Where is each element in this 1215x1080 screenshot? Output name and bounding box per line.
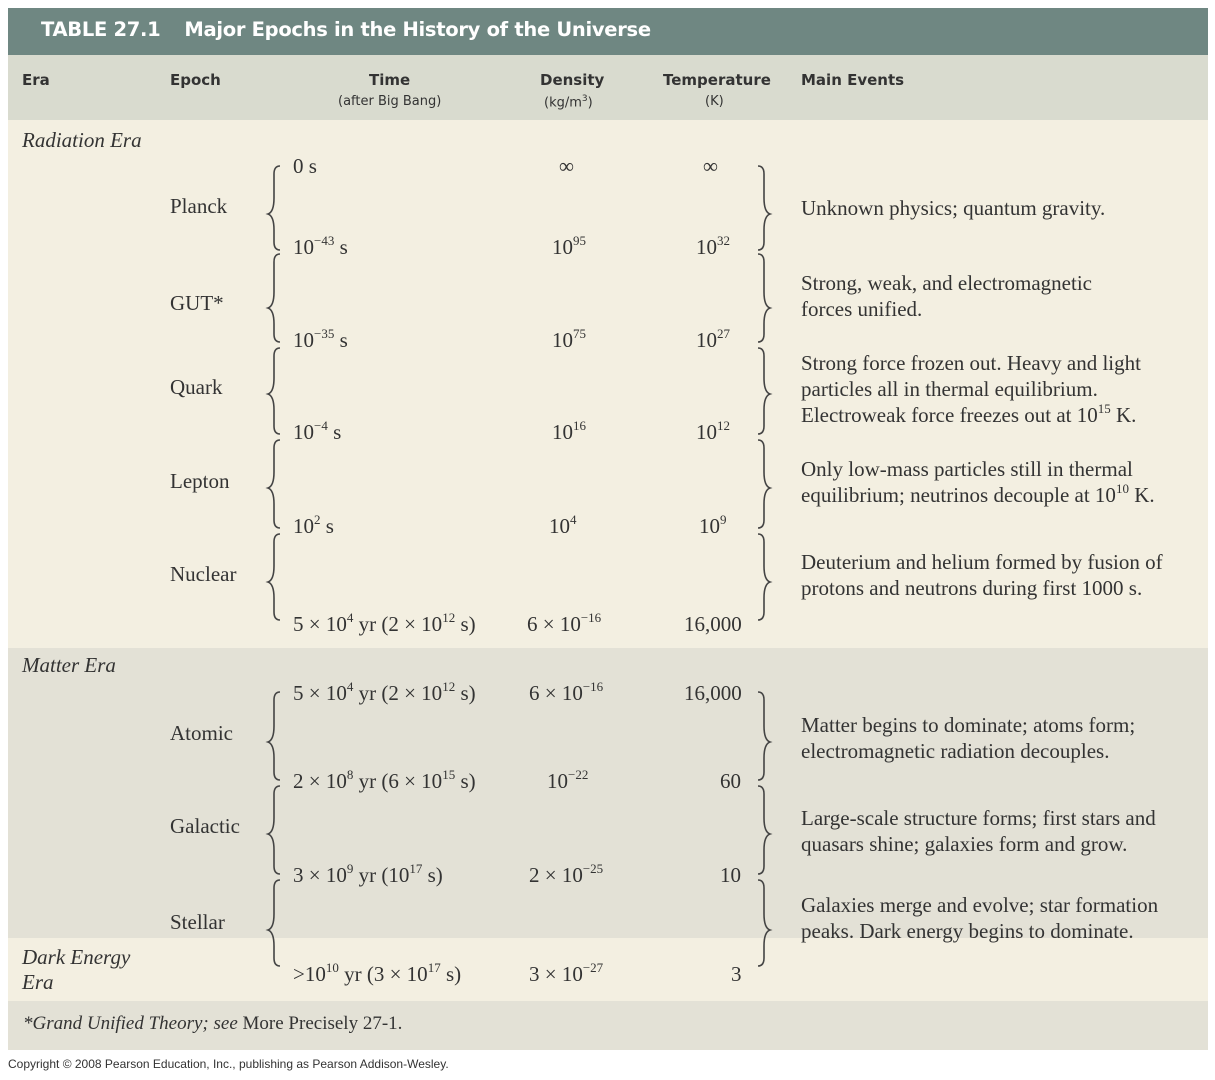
epoch-galactic: Galactic: [170, 814, 240, 838]
header-density: Density: [540, 71, 605, 89]
time-r9: $>10^{10}$ yr ($3 \times 10^{17}$ s): [293, 960, 462, 986]
event-quark: Strong force frozen out. Heavy and light particles all in thermal equilibrium. Electroweak force freezes out at $10^{15}$ K.: [801, 351, 1141, 427]
right-braces: [754, 158, 774, 1018]
dark-energy-era-band: [8, 938, 1208, 1001]
event-stellar: Galaxies merge and evolve; star formation peaks. Dark energy begins to dominate.: [801, 893, 1159, 943]
time-r4: $10^2$ s: [293, 512, 334, 538]
density-r3: $10^{16}$: [552, 418, 586, 444]
temp-r3: $10^{12}$: [696, 418, 730, 444]
table-title: [41, 18, 651, 41]
temp-r5: 16,000: [684, 612, 742, 636]
table-title-text: Major Epochs in the History of the Universe: [184, 18, 651, 41]
time-r7: $2 \times 10^8$ yr ($6 \times 10^{15}$ s): [293, 767, 476, 793]
time-r2: $10^{-35}$ s: [293, 326, 348, 352]
epoch-stellar: Stellar: [170, 910, 225, 934]
epoch-nuclear: Nuclear: [170, 562, 237, 586]
header-density-sub: $(kg/m^3)$: [544, 94, 593, 111]
era-dark-energy: Dark Energy Era: [22, 945, 131, 994]
event-galactic: Large-scale structure forms; first stars and quasars shine; galaxies form and grow.: [801, 806, 1156, 856]
temp-r1: $10^{32}$: [696, 233, 730, 259]
temp-r9: 3: [731, 962, 742, 986]
density-r5: $6 \times 10^{-16}$: [527, 610, 602, 636]
header-epoch: Epoch: [170, 71, 221, 89]
table-title-bar: [8, 8, 1208, 55]
header-time-sub: (after Big Bang): [338, 94, 442, 109]
header-era: Era: [22, 71, 50, 89]
time-r6: $5 \times 10^4$ yr ($2 \times 10^{12}$ s): [293, 679, 476, 705]
time-r3: $10^{-4}$ s: [293, 418, 342, 444]
temp-r4: $10^9$: [699, 512, 727, 538]
time-r5: $5 \times 10^4$ yr ($2 \times 10^{12}$ s): [293, 610, 476, 636]
event-gut: Strong, weak, and electromagnetic forces unified.: [801, 271, 1092, 321]
temp-r7: 60: [720, 769, 741, 793]
temp-r6: 16,000: [684, 681, 742, 705]
table-header: [8, 55, 1208, 120]
temp-r8: 10: [720, 863, 741, 887]
time-r1: $10^{-43}$ s: [293, 233, 348, 259]
density-r0: ∞: [559, 154, 574, 178]
temp-r0: ∞: [703, 154, 718, 178]
era-matter: Matter Era: [22, 653, 116, 677]
density-r2: $10^{75}$: [552, 326, 586, 352]
header-temperature: Temperature: [663, 71, 771, 89]
left-braces: [264, 158, 284, 1018]
density-r4: $10^4$: [549, 512, 577, 538]
epoch-planck: Planck: [170, 194, 228, 218]
era-radiation: Radiation Era: [22, 128, 142, 152]
time-r0: 0 s: [293, 154, 317, 178]
header-temperature-sub: (K): [705, 94, 724, 109]
event-lepton: Only low-mass particles still in thermal equilibrium; neutrinos decouple at $10^{10}$ K.: [801, 457, 1155, 507]
table-number: TABLE 27.1: [41, 18, 161, 41]
density-r6: $6 \times 10^{-16}$: [529, 679, 604, 705]
density-r1: $10^{95}$: [552, 233, 586, 259]
time-r8: $3 \times 10^9$ yr ($10^{17}$ s): [293, 861, 443, 887]
epoch-quark: Quark: [170, 375, 223, 399]
density-r8: $2 \times 10^{-25}$: [529, 861, 604, 887]
footnote: *Grand Unified Theory; see More Precisely 27-1.: [23, 1013, 403, 1034]
epoch-atomic: Atomic: [170, 721, 233, 745]
temp-r2: $10^{27}$: [696, 326, 730, 352]
density-r9: $3 \times 10^{-27}$: [529, 960, 604, 986]
epoch-lepton: Lepton: [170, 469, 230, 493]
epoch-gut: GUT*: [170, 291, 224, 315]
event-atomic: Matter begins to dominate; atoms form; electromagnetic radiation decouples.: [801, 713, 1136, 763]
epochs-table: [8, 8, 1208, 1050]
event-planck: Unknown physics; quantum gravity.: [801, 196, 1106, 220]
copyright: Copyright © 2008 Pearson Education, Inc., publishing as Pearson Addison-Wesley.: [8, 1057, 449, 1071]
density-r7: $10^{-22}$: [547, 767, 589, 793]
event-nuclear: Deuterium and helium formed by fusion of protons and neutrons during first 1000 s.: [801, 550, 1163, 600]
header-main-events: Main Events: [801, 71, 905, 89]
header-time: Time: [369, 71, 411, 89]
